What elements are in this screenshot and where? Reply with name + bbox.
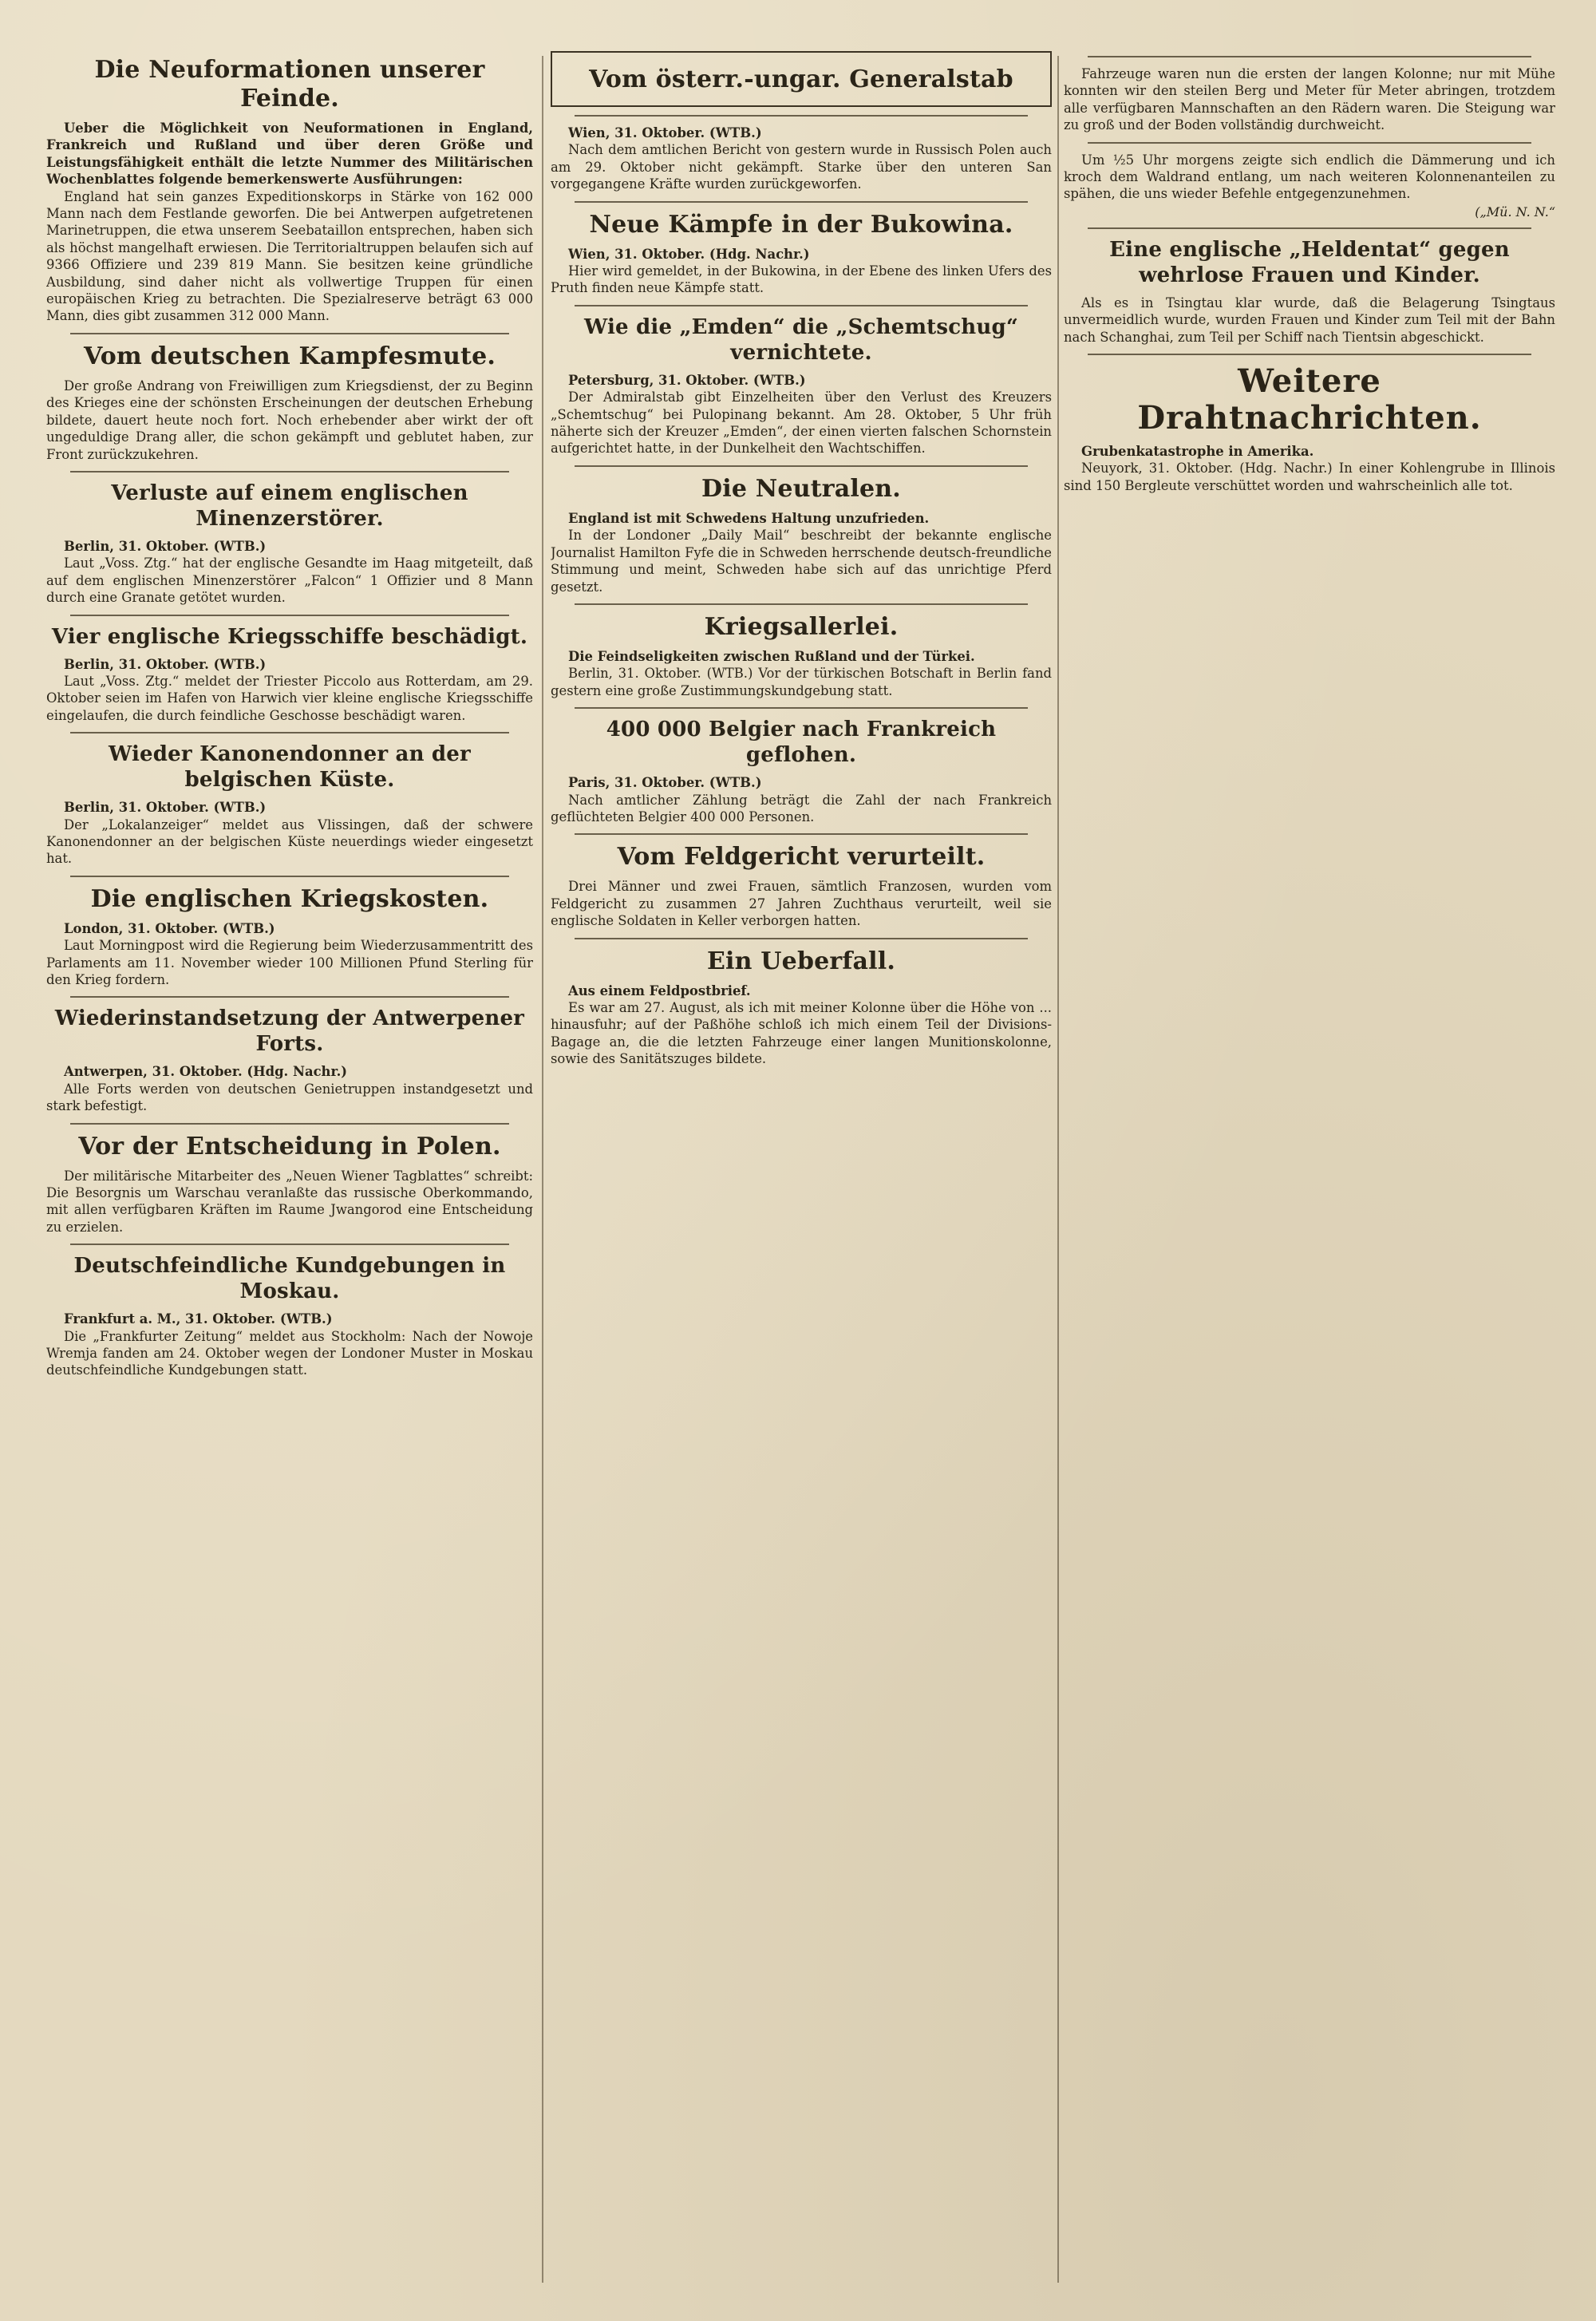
article-heading: Eine englische „Heldentat“ gegen wehrlose Frauen und Kinder. [1109, 237, 1510, 287]
generalstab-title: Vom österr.-ungar. Generalstab [589, 65, 1013, 93]
article-body: Nach amtlicher Zählung beträgt die Zahl der nach Frankreich geflüchteten Belgier 400 000 Personen. [551, 792, 1052, 824]
article-heading: Vor der Entscheidung in Polen. [78, 1132, 501, 1160]
article-c3-1 [1064, 152, 1555, 203]
article-separator [575, 603, 1028, 605]
article-c1-8 [46, 1253, 533, 1379]
article-body: Die „Frankfurter Zeitung“ meldet aus Stockholm: Nach der Nowoje Wremja fanden am 24. Oktober wegen der Londoner Muster in Moskau deutschfeindliche Kundgebungen statt. [46, 1328, 533, 1378]
article-separator [70, 333, 509, 334]
article-heading: Vom deutschen Kampfesmute. [83, 342, 496, 370]
article-c1-5 [46, 885, 533, 989]
article-heading: Die Neuformationen unserer Feinde. [94, 56, 485, 113]
article-heading: 400 000 Belgier nach Frankreich geflohen. [606, 718, 997, 768]
article-lead: Wien, 31. Oktober. (WTB.) [568, 125, 762, 140]
article-heading: Weitere Drahtnachrichten. [1137, 362, 1482, 437]
article-heading: Verluste auf einem englischen Minenzerstörer. [111, 480, 468, 531]
article-body: Laut „Voss. Ztg.“ meldet der Triester Piccolo aus Rotterdam, am 29. Oktober seien im Hafen von Harwich vier kleine englische Kriegsschiffe eingelaufen, die durch feindliche Geschosse beschädigt waren. [46, 673, 533, 723]
article-body: Drei Männer und zwei Frauen, sämtlich Franzosen, wurden vom Feldgericht zu zusammen 27 Jahren Zuchthaus verurteilt, weil sie englische Soldaten in Keller verborgen hatten. [551, 879, 1052, 929]
article-separator [575, 707, 1028, 709]
article-heading: Wiederinstandsetzung der Antwerpener Forts. [54, 1006, 525, 1057]
article-c2-3 [551, 475, 1052, 595]
article-c2-7 [551, 947, 1052, 1068]
article-lead: Berlin, 31. Oktober. (WTB.) [64, 800, 267, 816]
article-body: Laut Morningpost wird die Regierung beim Wiederzusammentritt des Parlaments am 11. November wieder 100 Millionen Pfund Sterling für den Krieg fordern. [46, 938, 533, 987]
column-2-body [551, 115, 1052, 1068]
article-c2-0 [551, 125, 1052, 193]
article-signature: („Mü. N. N.“ [1475, 204, 1555, 219]
column-rule-left [542, 56, 543, 2283]
article-c3-0 [1064, 65, 1555, 134]
article-body: Der Admiralstab gibt Einzelheiten über den Verlust des Kreuzers „Schemtschug“ bei Pulopinang bekannt. Am 28. Oktober, 5 Uhr früh näherte sich der Kreuzer „Emden“, der einen vierten falschen Schornstein aufgerichtet hatte, in der Dunkelheit den Wachtschiffen. [551, 389, 1052, 457]
article-body: Neuyork, 31. Oktober. (Hdg. Nachr.) In einer Kohlengrube in Illinois sind 150 Bergleute verschüttet worden und wahrscheinlich alle tot. [1064, 461, 1555, 493]
article-separator [1088, 354, 1531, 355]
article-c1-1 [46, 342, 533, 463]
article-heading: Vom Feldgericht verurteilt. [617, 843, 986, 872]
article-heading: Die Neutralen. [701, 474, 901, 503]
article-separator [1088, 227, 1531, 229]
article-lead: Petersburg, 31. Oktober. (WTB.) [568, 372, 806, 388]
article-body: Der „Lokalanzeiger“ meldet aus Vlissingen, daß der schwere Kanonendonner an der belgischen Küste neuerdings wieder eingesetzt hat. [46, 817, 533, 867]
article-body: In der Londoner „Daily Mail“ beschreibt der bekannte englische Journalist Hamilton Fyfe die in Schweden herrschende deutsch-freundliche Stimmung und meint, Schweden habe sich auf das unrichtige Pferd gesetzt. [551, 528, 1052, 595]
column-rule-right [1057, 56, 1059, 2283]
article-separator [575, 201, 1028, 203]
article-body: Der militärische Mitarbeiter des „Neuen Wiener Tagblattes“ schreibt: Die Besorgnis um Warschau veranlaßte das russische Oberkommando, mit allen verfügbaren Kräften im Raume Jwangorod eine Entscheidung zu erzielen. [46, 1168, 533, 1235]
article-c1-0 [46, 56, 533, 325]
article-separator [1088, 56, 1531, 57]
article-separator [70, 732, 509, 733]
column-2 [551, 48, 1052, 2299]
article-separator [575, 305, 1028, 306]
article-separator [575, 833, 1028, 835]
article-separator [575, 938, 1028, 939]
article-separator [1088, 142, 1531, 144]
article-body: Hier wird gemeldet, in der Bukowina, in der Ebene des linken Ufers des Pruth finden neue Kämpfe statt. [551, 263, 1052, 296]
article-lead: Antwerpen, 31. Oktober. (Hdg. Nachr.) [64, 1064, 348, 1080]
article-lead: London, 31. Oktober. (WTB.) [64, 920, 275, 936]
article-body: Der große Andrang von Freiwilligen zum Kriegsdienst, der zu Beginn des Krieges eine der schönsten Erscheinungen der deutschen Erhebung bildete, dauert heute noch fort. Noch erhebender aber wirkt der oft ungeduldige Drang aller, die schon gekämpft und geblutet haben, zur Front zurückzukehren. [46, 378, 533, 462]
article-body: Es war am 27. August, als ich mit meiner Kolonne über die Höhe von ... hinausfuhr; auf der Paßhöhe schloß ich mich einem Teil der Divisions-Bagage an, die die letzten Fahrzeuge einer langen Munitionskolonne, sowie des Sanitätszuges bildete. [551, 999, 1052, 1067]
article-heading: Kriegsallerlei. [704, 612, 899, 641]
article-separator [575, 465, 1028, 467]
article-separator [70, 471, 509, 473]
article-heading: Wieder Kanonendonner an der belgischen Küste. [109, 742, 471, 793]
article-lead: Die Feindseligkeiten zwischen Rußland und der Türkei. [568, 648, 975, 664]
article-c2-4 [551, 613, 1052, 699]
article-body: Als es in Tsingtau klar wurde, daß die Belagerung Tsingtaus unvermeidlich wurde, wurden Frauen und Kinder zum Teil mit der Bahn nach Schanghai, zum Teil per Schiff nach Tientsin abgeschickt. [1064, 295, 1555, 345]
article-lead: Aus einem Feldpostbrief. [568, 983, 751, 998]
article-heading: Neue Kämpfe in der Bukowina. [589, 210, 1013, 239]
article-separator [70, 615, 509, 616]
article-c2-1 [551, 211, 1052, 297]
article-heading: Die englischen Kriegskosten. [90, 884, 489, 913]
article-lead: Berlin, 31. Oktober. (WTB.) [64, 538, 267, 554]
column-3 [1064, 48, 1555, 2299]
article-separator [70, 876, 509, 877]
article-lead: Paris, 31. Oktober. (WTB.) [568, 775, 762, 791]
article-body: Laut „Voss. Ztg.“ hat der englische Gesandte im Haag mitgeteilt, daß auf dem englischen Minenzerstörer „Falcon“ 1 Offizier und 8 Mann durch eine Granate getötet wurden. [46, 556, 533, 606]
article-heading: Wie die „Emden“ die „Schemtschug“ vernichtete. [584, 314, 1018, 365]
article-c1-3 [46, 624, 533, 725]
column-1 [46, 48, 533, 2299]
generalstab-box [551, 51, 1052, 107]
article-heading: Vier englische Kriegsschiffe beschädigt. [51, 624, 528, 649]
article-lead: Grubenkatastrophe in Amerika. [1081, 444, 1314, 460]
article-c3-2 [1064, 237, 1555, 346]
article-c2-5 [551, 717, 1052, 825]
article-separator [70, 996, 509, 998]
article-lead: Wien, 31. Oktober. (Hdg. Nachr.) [568, 246, 810, 262]
article-separator [70, 1244, 509, 1245]
article-lead: Ueber die Möglichkeit von Neuformationen in England, Frankreich und Rußland und über deren Größe und Leistungsfähigkeit enthält die letzte Nummer des Militärischen Wochenblattes folgende bemerkenswerte Ausführungen: [46, 121, 533, 188]
article-body: Alle Forts werden von deutschen Genietruppen instandgesetzt und stark befestigt. [46, 1081, 533, 1114]
article-c1-2 [46, 480, 533, 607]
article-lead: Berlin, 31. Oktober. (WTB.) [64, 656, 267, 672]
article-c3-3 [1064, 363, 1555, 494]
article-heading: Ein Ueberfall. [706, 947, 896, 975]
article-c1-6 [46, 1006, 533, 1114]
article-separator [70, 1123, 509, 1125]
article-body: Berlin, 31. Oktober. (WTB.) Vor der türkischen Botschaft in Berlin fand gestern eine große Zustimmungskundgebung statt. [551, 666, 1052, 698]
article-c2-6 [551, 843, 1052, 929]
article-body: Um ½5 Uhr morgens zeigte sich endlich die Dämmerung und ich kroch dem Waldrand entlang, um nach weiteren Kolonnenanteilen zu spähen, die uns wieder Befehle entgegenzunehmen. [1064, 152, 1555, 202]
article-heading: Deutschfeindliche Kundgebungen in Moskau. [73, 1254, 506, 1304]
article-body: England hat sein ganzes Expeditionskorps in Stärke von 162 000 Mann nach dem Festlande geworfen. Die bei Antwerpen aufgetretenen Marinetruppen, die etwa unserem Seebataillon entsprechen, haben sich als höchst mangelhaft erwiesen. Die Territorialtruppen belaufen sich auf 9366 Offiziere und 239 819 Mann. Sie besitzen keine gründliche Ausbildung, sind daher nicht als vollwertige Truppen für einen europäischen Krieg zu betrachten. Die Spezialreserve beträgt 63 000 Mann, dies gibt zusammen 312 000 Mann. [46, 188, 533, 324]
article-c2-2 [551, 314, 1052, 457]
article-separator [575, 115, 1028, 117]
article-c1-4 [46, 741, 533, 868]
article-c1-7 [46, 1133, 533, 1236]
article-body: Nach dem amtlichen Bericht von gestern wurde in Russisch Polen auch am 29. Oktober nicht gekämpft. Starke über den unteren San vorgegangene Kräfte wurden zurückgeworfen. [551, 142, 1052, 192]
article-lead: Frankfurt a. M., 31. Oktober. (WTB.) [64, 1311, 333, 1327]
article-body: Fahrzeuge waren nun die ersten der langen Kolonne; nur mit Mühe konnten wir den steilen Berg und Meter für Meter abringen, trotzdem alle verfügbaren Mannschaften an den Rädern waren. Die Steigung war zu groß und der Boden vollständig durchweicht. [1064, 66, 1555, 133]
article-lead: England ist mit Schwedens Haltung unzufrieden. [568, 510, 930, 526]
